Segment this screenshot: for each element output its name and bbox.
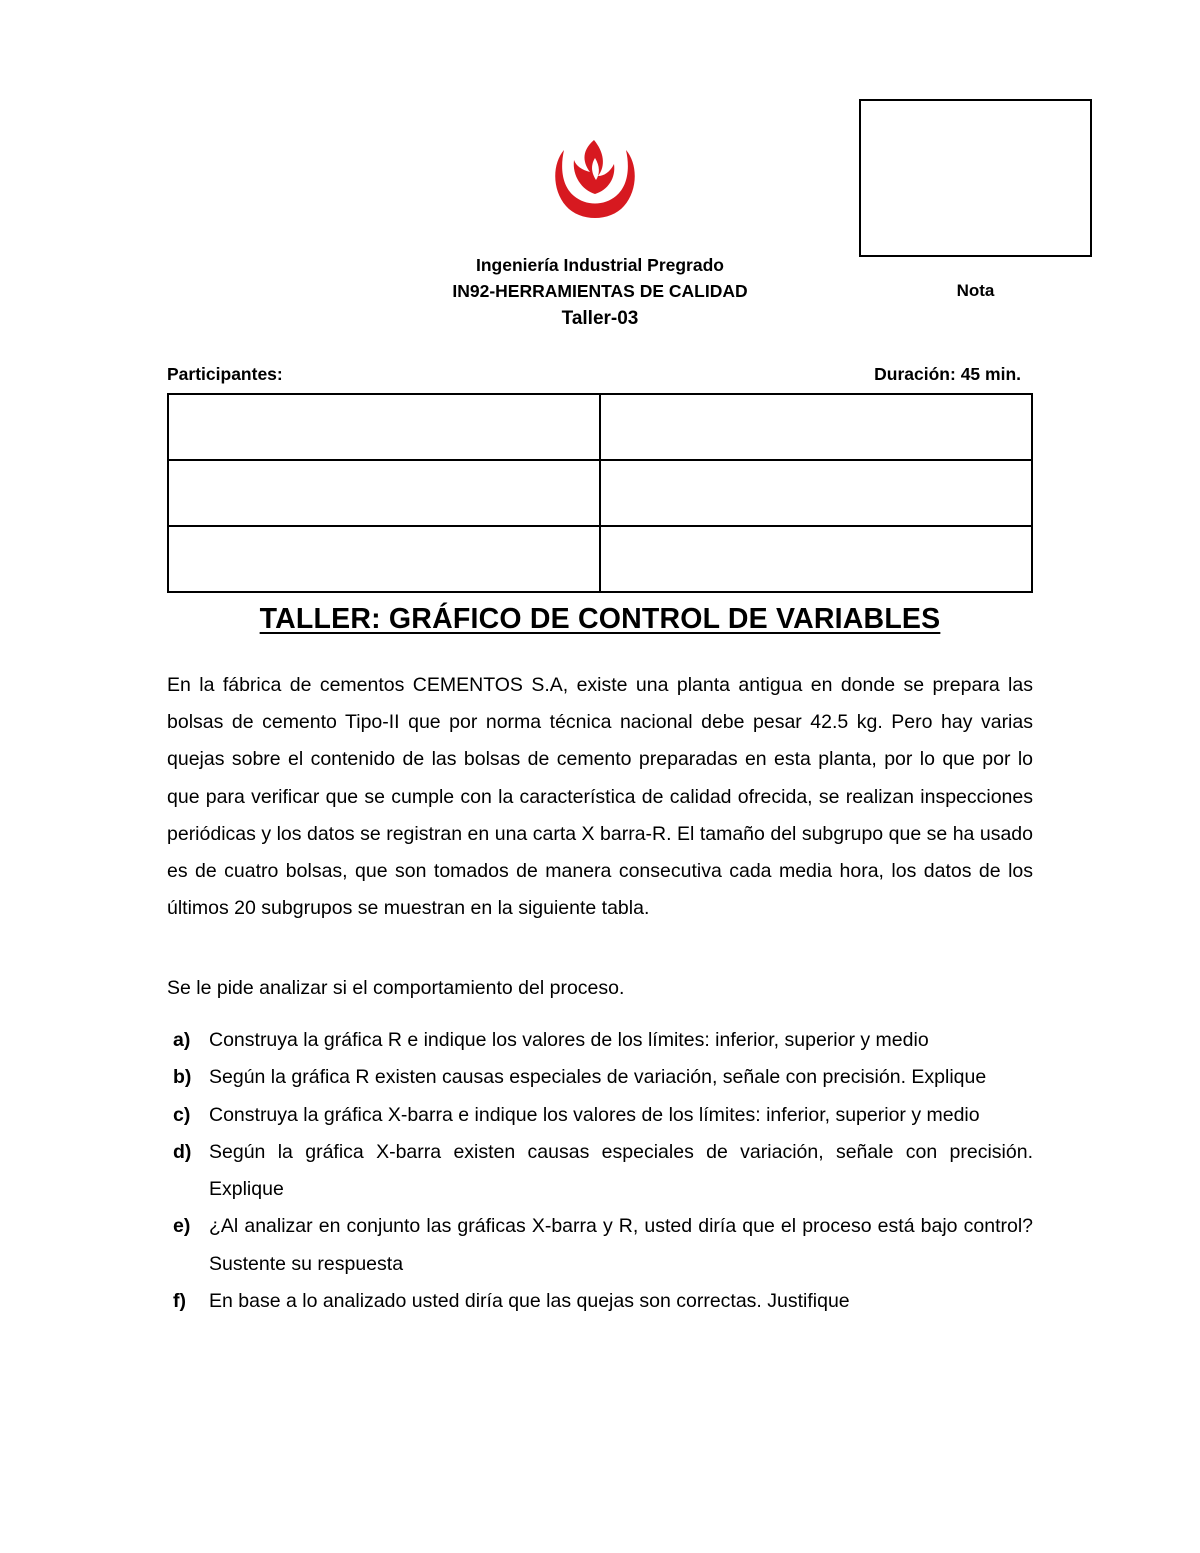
question-letter: b) [173,1066,192,1089]
question-text: Construya la gráfica X-barra e indique los valores de los límites: inferior, superior y medio [209,1103,980,1126]
list-item [167,1097,1033,1134]
question-letter: f) [173,1290,186,1313]
workshop-number: Taller-03 [561,308,639,329]
request-text: Se le pide analizar si el comportamiento del proceso. [167,977,625,999]
table-row [168,460,1032,526]
table-row [168,526,1032,592]
participant-cell[interactable] [168,460,600,526]
table-row [168,394,1032,460]
list-item [167,1059,1033,1096]
question-text: Según la gráfica R existen causas especiales de variación, señale con precisión. Explique [209,1066,987,1089]
participants-table [167,393,1033,593]
question-letter: c) [173,1103,191,1126]
list-item [167,1022,1033,1059]
upc-flame-logo-icon [550,138,640,224]
questions-list [167,1022,1033,1320]
list-item [167,1283,1033,1320]
participant-cell[interactable] [168,394,600,460]
participant-cell[interactable] [600,394,1032,460]
question-letter: e) [173,1215,191,1238]
workshop-title: TALLER: GRÁFICO DE CONTROL DE VARIABLES [259,603,941,635]
list-item [167,1134,1033,1209]
participant-cell[interactable] [168,526,600,592]
question-text: Según la gráfica X-barra existen causas especiales de variación, señale con precisión. Explique [209,1140,1033,1201]
participants-label: Participantes: [167,364,283,384]
question-text: Construya la gráfica R e indique los valores de los límites: inferior, superior y medio [209,1029,929,1051]
grade-label: Nota [956,281,995,300]
list-item [167,1208,1033,1283]
participant-cell[interactable] [600,460,1032,526]
duration-label: Duración: 45 min. [874,364,1021,384]
grade-box [859,99,1092,257]
participant-cell[interactable] [600,526,1032,592]
intro-paragraph: En la fábrica de cementos CEMENTOS S.A, existe una planta antigua en donde se prepara las bolsas de cemento Tipo-II que por norma técnica nacional debe pesar 42.5 kg. Pero hay varias quejas sobre el contenido de las bolsas de cemento preparadas en esta planta, por lo que por lo que para verificar que se cumple con la característica de calidad ofrecida, se realizan inspecciones periódicas y los datos se registran en una carta X barra-R. El tamaño del subgrupo que se ha usado es de cuatro bolsas, que son tomados de manera consecutiva cada media hora, los datos de los últimos 20 subgrupos se muestran en la siguiente tabla. [167,674,1033,920]
course-name: IN92-HERRAMIENTAS DE CALIDAD [452,281,748,301]
question-letter: a) [173,1029,191,1051]
program-name: Ingeniería Industrial Pregrado [476,255,724,275]
question-text: ¿Al analizar en conjunto las gráficas X-barra y R, usted diría que el proceso está bajo control? Sustente su respuesta [209,1215,1033,1275]
question-text: En base a lo analizado usted diría que las quejas son correctas. Justifique [209,1290,850,1313]
question-letter: d) [173,1140,192,1163]
